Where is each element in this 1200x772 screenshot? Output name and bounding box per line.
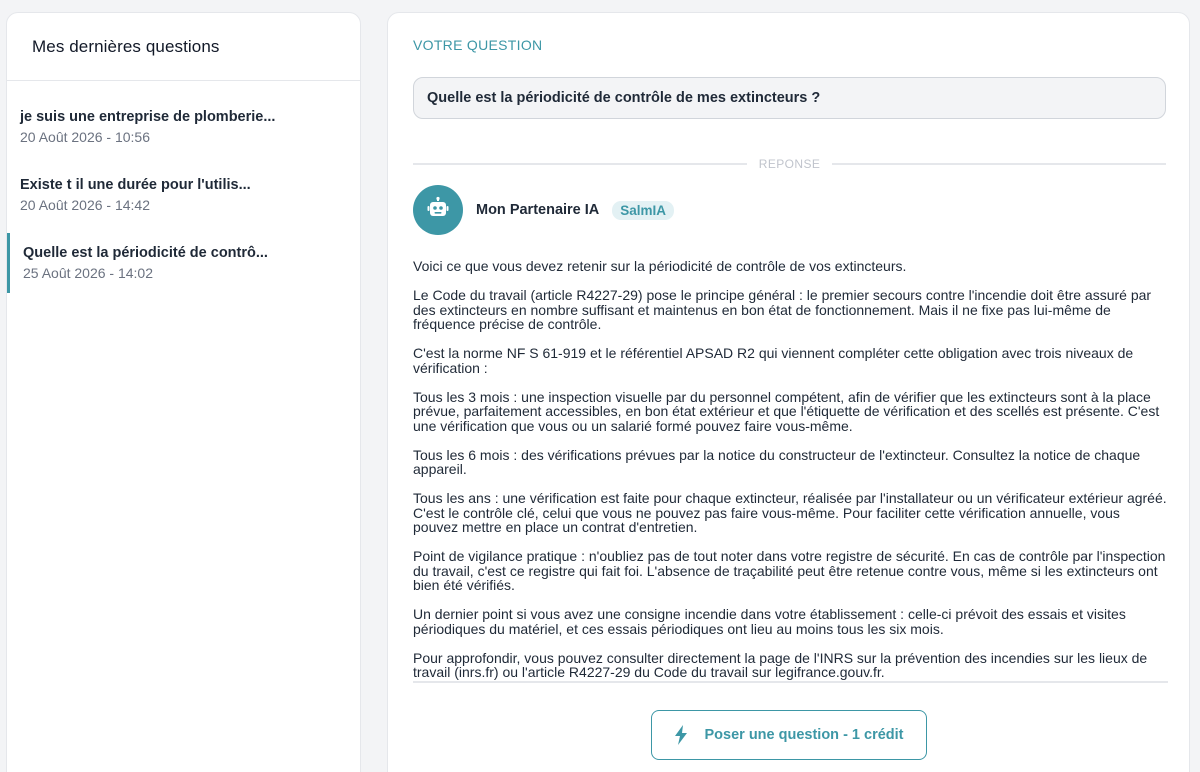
answer-paragraph: Tous les 6 mois : des vérifications prévues par la notice du constructeur de l'extincteur. Consultez la notice de chaque appareil.	[413, 446, 1141, 477]
answer-paragraph: Tous les 3 mois : une inspection visuelle par du personnel compétent, afin de vérifier que les extincteurs sont à la place prévue, parfaitement accessibles, en bon état extérieur et que l'étiquette de vérification et des scellés est présente. C'est une vérification que vous ou un salarié formé pouvez faire vous-même.	[413, 388, 1160, 434]
history-item-active[interactable]	[7, 239, 360, 287]
avatar	[413, 185, 463, 235]
divider-label: REPONSE	[758, 157, 821, 171]
assistant-badge: SalmIA	[612, 201, 674, 220]
question-box: Quelle est la périodicité de contrôle de mes extincteurs ?	[413, 77, 1166, 119]
divider-line	[413, 163, 747, 165]
answer-text	[413, 259, 1168, 683]
robot-icon	[426, 196, 450, 225]
ask-question-label: Poser une question - 1 crédit	[704, 727, 904, 743]
sidebar	[6, 12, 361, 772]
history-item-date: 25 Août 2026 - 14:02	[23, 265, 153, 281]
history-item[interactable]	[7, 103, 360, 151]
history-item-date: 20 Août 2026 - 10:56	[20, 129, 150, 145]
main-panel	[387, 12, 1190, 772]
ask-question-button[interactable]	[651, 710, 927, 760]
history-item-date: 20 Août 2026 - 14:42	[20, 197, 150, 213]
answer-paragraph: C'est la norme NF S 61-919 et le référentiel APSAD R2 qui viennent compléter cette obligation avec trois niveaux de vérification :	[413, 345, 1134, 376]
answer-paragraph: Voici ce que vous devez retenir sur la périodicité de contrôle de vos extincteurs.	[413, 259, 907, 274]
answer-paragraph: Pour approfondir, vous pouvez consulter directement la page de l'INRS sur la prévention des incendies sur les lieux de travail (inrs.fr) ou l'article R4227-29 du Code du travail sur legifrance.gouv.fr.	[413, 649, 1148, 680]
question-history-list	[7, 81, 360, 287]
sidebar-header	[7, 13, 360, 81]
assistant-header	[413, 185, 674, 235]
bolt-icon	[674, 725, 688, 745]
history-item-title: je suis une entreprise de plomberie...	[20, 109, 276, 125]
assistant-name: Mon Partenaire IA	[476, 202, 600, 218]
answer-paragraph: Point de vigilance pratique : n'oubliez pas de tout noter dans votre registre de sécurité. En cas de contrôle par l'inspection du travail, c'est ce registre qui fait foi. L'absence de traçabilité peut être retenue contre vous, même si les extincteurs ont bien été vérifiés.	[413, 548, 1166, 593]
history-item[interactable]	[7, 171, 360, 219]
answer-paragraph: Le Code du travail (article R4227-29) pose le principe général : le premier secours contre l'incendie doit être assuré par des extincteurs en nombre suffisant et maintenus en bon état de fonctionnement. Mais il ne fixe pas lui-même de fréquence précise de contrôle.	[413, 287, 1152, 332]
divider-line	[832, 163, 1166, 165]
sidebar-title: Mes dernières questions	[32, 36, 220, 56]
answer-paragraph: Tous les ans : une vérification est faite pour chaque extincteur, réalisée par l'installateur ou un vérificateur extérieur agréé. C'est le contrôle clé, celui que vous ne pouvez pas faire vous-même. Pour faciliter cette vérification annuelle, vous pouvez mettre en place un contrat d'entretien.	[413, 490, 1167, 535]
answer-paragraph: Un dernier point si vous avez une consigne incendie dans votre établissement : celle-ci prévoit des essais et visites périodiques du matériel, et ces essais périodiques ont lieu au moins tous les six mois.	[413, 606, 1126, 637]
history-item-title: Existe t il une durée pour l'utilis...	[20, 177, 251, 193]
response-divider	[413, 155, 1166, 173]
history-item-title: Quelle est la périodicité de contrô...	[23, 245, 268, 261]
section-label: VOTRE QUESTION	[413, 37, 543, 53]
